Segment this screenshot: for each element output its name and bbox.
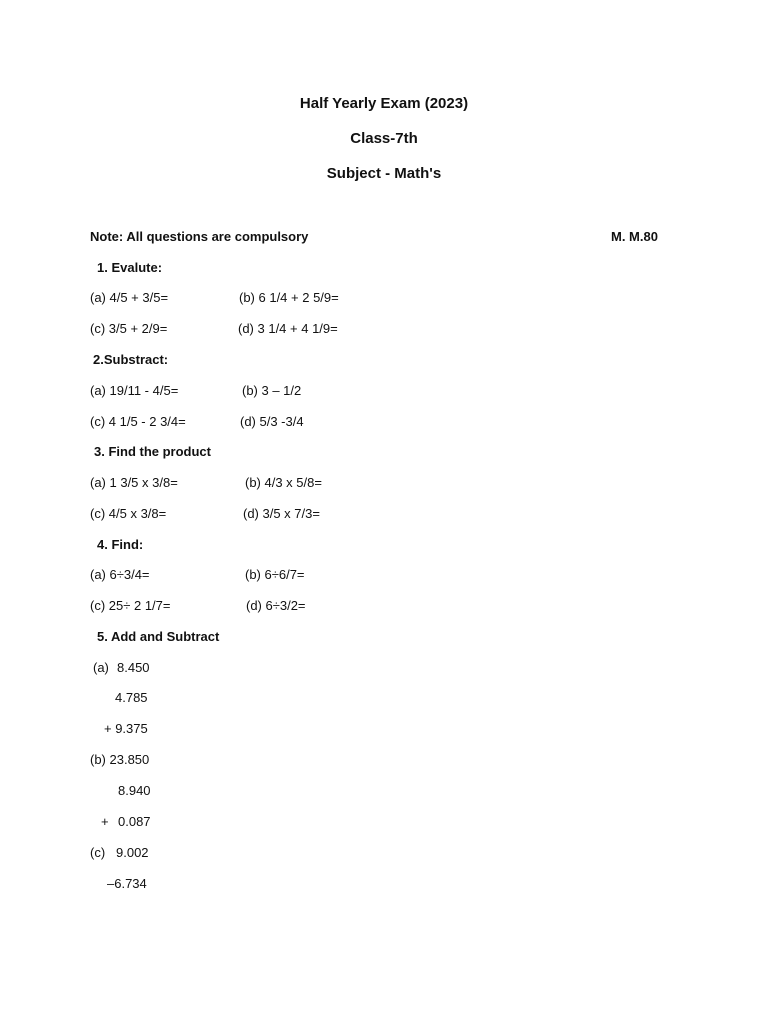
q1-a: (a) 4/5 + 3/5= (90, 290, 169, 305)
exam-title: Half Yearly Exam (2023) (299, 95, 469, 112)
q5-c-line2: –6.734 (107, 876, 147, 891)
q3-d: (d) 3/5 x 7/3= (243, 506, 320, 521)
q4-a: (a) 6÷3/4= (90, 567, 150, 582)
class-label: Class-7th (350, 130, 418, 147)
q1-c: (c) 3/5 + 2/9= (90, 321, 168, 336)
q1-b: (b) 6 1/4 + 2 5/9= (239, 290, 339, 305)
q3-a: (a) 1 3/5 x 3/8= (90, 475, 178, 490)
q5-a-line1: 8.450 (117, 660, 150, 675)
q2-b: (b) 3 – 1/2 (242, 383, 302, 398)
q3-heading: 3. Find the product (94, 444, 211, 459)
q1-d: (d) 3 1/4 + 4 1/9= (238, 321, 338, 336)
q5-a-line3: + 9.375 (104, 721, 148, 736)
q2-d: (d) 5/3 -3/4 (240, 414, 304, 429)
q5-a-label: (a) (93, 660, 109, 675)
q5-c-line1: 9.002 (116, 845, 149, 860)
q5-c-label: (c) (90, 845, 106, 860)
q5-b-sign: + (101, 814, 109, 829)
q2-c: (c) 4 1/5 - 2 3/4= (90, 414, 186, 429)
q4-d: (d) 6÷3/2= (246, 598, 306, 613)
q4-c: (c) 25÷ 2 1/7= (90, 598, 171, 613)
q3-b: (b) 4/3 x 5/8= (245, 475, 322, 490)
q1-heading: 1. Evalute: (97, 260, 163, 275)
q4-heading: 4. Find: (97, 537, 144, 552)
q3-c: (c) 4/5 x 3/8= (90, 506, 167, 521)
max-marks: M. M.80 (611, 229, 658, 244)
q2-heading: 2.Substract: (93, 352, 169, 367)
q4-b: (b) 6÷6/7= (245, 567, 305, 582)
q2-a: (a) 19/11 - 4/5= (90, 383, 179, 398)
q5-heading: 5. Add and Subtract (97, 629, 220, 644)
subject-label: Subject - Math's (326, 165, 442, 182)
q5-b-line3: 0.087 (118, 814, 151, 829)
note-text: Note: All questions are compulsory (90, 229, 309, 244)
q5-a-line2: 4.785 (115, 690, 148, 705)
q5-b-line1: (b) 23.850 (90, 752, 150, 767)
q5-b-line2: 8.940 (118, 783, 151, 798)
